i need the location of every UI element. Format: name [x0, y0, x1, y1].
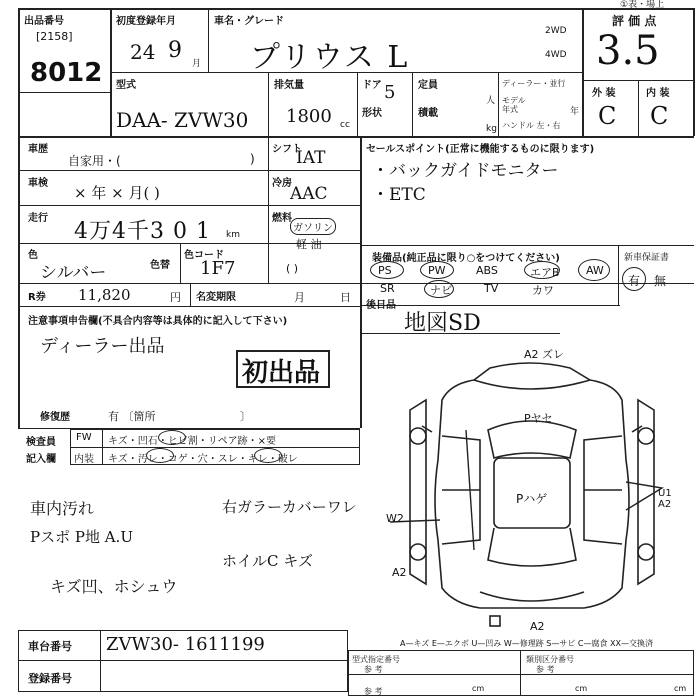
history-label: 車歴 [28, 144, 48, 155]
equip-tv: TV [484, 282, 499, 295]
notes-label: 注意事項申告欄(不具合内容等は具体的に記入して下さい) [28, 316, 288, 327]
capacity-unit: 人 [486, 96, 496, 106]
v-line-shift [268, 136, 269, 283]
h-line-2 [18, 136, 694, 138]
name-change-month: 月 [294, 291, 305, 304]
comment-3: Pスポ P地 A.U [30, 528, 133, 546]
v-line-mid [360, 136, 362, 428]
shift-value: IAT [296, 148, 326, 168]
border-top [18, 8, 694, 10]
recycle-unit: 円 [170, 291, 181, 304]
door-label: ドア [362, 80, 382, 91]
grade-value: 3.5 [596, 28, 660, 74]
comment-5: キズ凹、ホシュウ [50, 577, 178, 596]
fuel-other: ( ) [286, 262, 299, 275]
model-year-label: モデル年式 [502, 96, 526, 114]
h-line-equip [360, 305, 620, 306]
equip-navi: ナビ [430, 284, 452, 297]
h-line-6 [18, 283, 694, 284]
dealer-label: ディーラー・並行 [502, 79, 566, 88]
history-close: ) [250, 152, 255, 166]
door-value: 5 [384, 82, 396, 103]
class-label: 類別区分番号 [526, 655, 574, 664]
type-label: 型式指定番号 [352, 655, 400, 664]
shape-label: 形状 [362, 108, 382, 119]
mark-bottom-left: A2 [392, 566, 407, 579]
circle-ps [370, 261, 404, 279]
v-line-color [180, 243, 181, 283]
circle-pw [420, 261, 454, 279]
exterior-label: 外 装 [592, 88, 616, 99]
circle-warranty [622, 267, 646, 291]
inspector-label-2: 記入欄 [26, 454, 56, 465]
damage-legend: A—キズ E—エクボ U—凹み W—修理跡 S—サビ C—腐食 XX—交換済 [400, 639, 654, 648]
footer-vline [100, 630, 101, 692]
warranty-yes: 有 [628, 274, 641, 288]
fw-items: キズ・凹石・ヒビ割・リペア跡・×要 [108, 436, 276, 447]
aftermarket-value: 地図SD [404, 311, 481, 336]
drive-2wd: 2WD [545, 26, 567, 36]
sales-label: セールスポイント(正常に機能するものに限ります) [366, 144, 595, 155]
lot-sub: [2158] [36, 30, 73, 43]
notes-text: ディーラー出品 [40, 336, 165, 357]
v-line-h [638, 80, 639, 136]
equip-abs: ABS [476, 264, 498, 277]
year-unit: 年 [570, 107, 580, 117]
reg-year: 24 [130, 40, 156, 64]
inspector-label-1: 検査員 [26, 437, 56, 448]
chassis-value: ZVW30- 1611199 [106, 634, 265, 655]
interior-grade: C [650, 102, 669, 130]
circle-fw-dent [158, 430, 186, 445]
ac-label: 冷房 [272, 178, 292, 189]
disp-value: 1800 [286, 106, 332, 127]
v-line-r [190, 283, 191, 306]
repair-label: 修復歴 [40, 412, 70, 423]
drive-4wd: 4WD [545, 50, 567, 60]
mark-right: U1 A2 [658, 488, 672, 510]
fuel-gasoline: ガソリン [290, 218, 336, 235]
fuel-label: 燃料 [272, 213, 292, 224]
color-value: シルバー [40, 263, 107, 283]
footer-right-vline [520, 650, 521, 696]
interior-label: 内 装 [646, 88, 670, 99]
ref-label-3: 参 考 [364, 687, 383, 696]
shift-label: シフト [272, 144, 302, 155]
cm-3: cm [674, 684, 687, 693]
v-line-e [412, 72, 413, 136]
equip-airbag: エアB [530, 266, 560, 279]
ref-label-1: 参 考 [364, 665, 383, 674]
v-line-g [582, 8, 584, 136]
disp-label: 排気量 [274, 80, 304, 91]
car-name: プリウス L [250, 40, 410, 75]
fw-label: FW [76, 432, 92, 443]
circle-airbag [524, 261, 560, 279]
equip-leather: カワ [532, 284, 554, 297]
mark-roof: Pヤセ [524, 412, 553, 425]
first-listing-stamp-text: 初出品 [242, 358, 321, 388]
disp-unit: cc [340, 120, 350, 130]
mark-top: A2 ズレ [524, 348, 565, 361]
comment-4: ホイルC キズ [222, 552, 313, 570]
h-line-7 [18, 306, 360, 307]
mark-center: Pハゲ [516, 492, 548, 506]
car-diagram [370, 340, 680, 635]
lot-label: 出品番号 [24, 16, 64, 27]
color-code-label: 色コード [184, 250, 224, 261]
inspection-label: 車検 [28, 178, 48, 189]
footer-mid-line [18, 660, 348, 661]
mark-left: W2 [386, 512, 404, 525]
v-line-equip [618, 245, 619, 305]
name-change-day: 日 [340, 291, 351, 304]
equip-pw: PW [428, 264, 446, 277]
equip-label: 装備品(純正品に限り○をつけてください) [372, 253, 560, 264]
mileage-label: 走行 [28, 213, 48, 224]
v-line-c [268, 72, 269, 136]
cm-2: cm [575, 684, 588, 693]
inspection-value: × 年 × 月( ) [74, 184, 160, 202]
in-items: キズ・汚レ・コゲ・穴・スレ・キレ・破レ [108, 454, 298, 465]
comment-1: 車内汚れ [30, 499, 95, 518]
model-label: 型式 [116, 80, 136, 91]
repair-value: 有 〔箇所 [108, 410, 156, 423]
v-line-a [110, 8, 112, 136]
circle-in-rub [254, 448, 282, 463]
h-line-4 [18, 205, 360, 206]
reg-month-unit: 月 [192, 59, 202, 69]
load-label: 積載 [418, 108, 438, 119]
inspector-mid-line [70, 447, 360, 448]
v-line-b [208, 8, 209, 72]
mileage-unit: km [226, 230, 240, 240]
color-label: 色 [28, 250, 38, 261]
handle-label: ハンドル 左・右 [502, 121, 561, 130]
v-line-d [357, 72, 358, 136]
reg-month: 9 [168, 38, 182, 63]
aftermarket-label: 後日品 [366, 300, 396, 311]
circle-navi [424, 280, 454, 298]
warranty-label: 新車保証書 [624, 253, 670, 263]
grade-label: 評 価 点 [612, 14, 657, 28]
ac-value: AAC [290, 184, 328, 204]
sales-point-1: ・バックガイドモニター [372, 161, 559, 181]
h-line-sales [360, 245, 694, 246]
model-value: DAA- ZVW30 [116, 108, 249, 132]
top-right-note: ①表・場上 [620, 0, 665, 10]
cm-1: cm [472, 684, 485, 693]
v-line-f [498, 72, 499, 136]
h-line-1b [18, 92, 110, 93]
footer-right-hline [348, 674, 694, 675]
load-unit: kg [486, 124, 497, 134]
mileage-value: 4万4千3 0 1 [74, 219, 211, 244]
name-label: 車名・グレード [214, 16, 284, 27]
capacity-label: 定員 [418, 80, 438, 91]
equip-aw: AW [586, 264, 604, 277]
equip-sr: SR [380, 282, 395, 295]
recycle-label: R券 [28, 292, 46, 303]
exterior-grade: C [598, 102, 617, 130]
color-change-label: 色替 [150, 260, 170, 271]
in-label: 内装 [74, 454, 94, 465]
h-line-3 [18, 170, 360, 171]
reg-number-label: 登録番号 [28, 672, 72, 685]
comment-2: 右ガラーカバーワレ [222, 498, 357, 516]
circle-aw [578, 259, 610, 281]
circle-in-dirt [146, 448, 174, 463]
border-right [693, 8, 695, 136]
mark-bottom: A2 [530, 620, 545, 633]
lot-number: 8012 [30, 58, 103, 88]
border-left [18, 8, 20, 428]
repair-close: 〕 [240, 410, 251, 423]
reg-label: 初度登録年月 [116, 16, 176, 27]
warranty-no: 無 [654, 274, 667, 288]
recycle-value: 11,820 [78, 286, 131, 304]
name-change-label: 名変期限 [196, 292, 236, 303]
inspector-vline [102, 429, 103, 465]
history-value: 自家用・( [68, 154, 121, 168]
fuel-diesel: 軽 油 [296, 238, 322, 251]
equip-ps: PS [378, 264, 392, 277]
sales-point-2: ・ETC [372, 185, 426, 205]
color-code-value: 1F7 [200, 258, 236, 279]
chassis-label: 車台番号 [28, 640, 72, 653]
ref-label-2: 参 考 [536, 665, 555, 674]
